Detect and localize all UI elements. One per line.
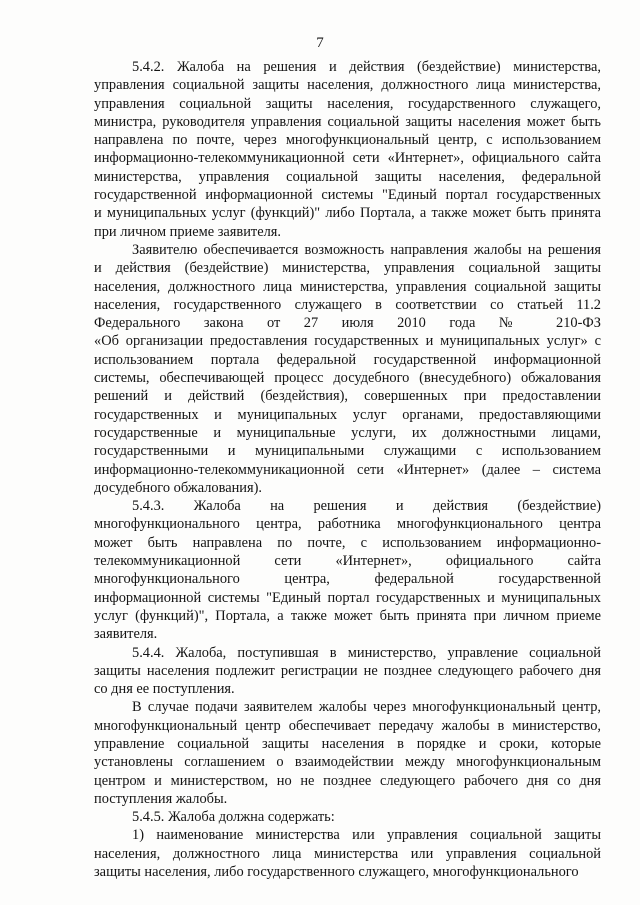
text-line: 1) наименование министерства или управления социальной защиты <box>132 827 601 844</box>
text-line: центром и министерством, но не позднее следующего рабочего дня со дня <box>94 772 601 789</box>
text-line: 5.4.4. Жалоба, поступившая в министерство, управление социальной <box>132 644 601 661</box>
text-line: и действия (бездействие) министерства, управления социальной защиты <box>94 260 601 277</box>
paragraph <box>94 497 601 643</box>
text-line: многофункционального центра, федеральной государственной <box>94 571 601 588</box>
document-body <box>94 58 601 881</box>
text-line: заявителя. <box>94 626 158 643</box>
paragraph <box>94 698 601 808</box>
text-line: и муниципальных услуг (функций)" либо Портала, а также может быть принята <box>94 205 601 222</box>
text-line: «Об организации предоставления государственных и муниципальных услуг» с <box>94 333 601 350</box>
text-line: 5.4.3. Жалоба на решения и действия (бездействие) <box>132 498 601 515</box>
text-line: использованием портала федеральной государственной информационной <box>94 351 601 368</box>
text-line: со дня ее поступления. <box>94 681 235 698</box>
text-line: может быть направлена по почте, с использованием информационно- <box>94 534 601 551</box>
text-line: информационно-телекоммуникационной сети «Интернет», официального сайта <box>94 150 601 167</box>
text-line: государственных и муниципальных услуг органами, предоставляющими <box>94 406 601 423</box>
text-line: населения, должностного лица министерства или управления социальной <box>94 845 601 862</box>
text-line: управление социальной защиты населения в порядке и сроки, которые <box>94 735 601 752</box>
text-line: государственные и муниципальные услуги, их должностными лицами, <box>94 424 601 441</box>
text-line: досудебного обжалования). <box>94 479 263 496</box>
text-line: информационной системы "Единый портал государственных и муниципальных <box>94 589 601 606</box>
text-line: населения, государственного служащего в соответствии со статьей 11.2 <box>94 296 601 313</box>
text-line: телекоммуникационной сети «Интернет», официального сайта <box>94 553 601 570</box>
text-line: защиты населения, либо государственного служащего, многофункционального <box>94 864 579 881</box>
text-line: управления социальной защиты населения, должностного лица министерства, <box>94 77 601 94</box>
text-line: системы, обеспечивающей процесс досудебного (внесудебного) обжалования <box>94 370 601 387</box>
text-line: 5.4.2. Жалоба на решения и действия (бездействие) министерства, <box>132 59 601 75</box>
text-line: Заявителю обеспечивается возможность направления жалобы на решения <box>132 241 601 258</box>
paragraph <box>94 644 601 699</box>
text-line: управления социальной защиты населения, государственного служащего, <box>94 95 601 112</box>
text-line: поступления жалобы. <box>94 790 228 807</box>
paragraph <box>94 241 601 497</box>
text-line: 5.4.5. Жалоба должна содержать: <box>132 809 335 826</box>
text-line: установлены соглашением о взаимодействии между многофункциональным <box>94 754 601 771</box>
text-line: министра, руководителя управления социальной защиты населения может быть <box>94 113 601 130</box>
text-line: населения, должностного лица министерства, управления социальной защиты <box>94 278 601 295</box>
text-line: направлена по почте, через многофункциональный центр, с использованием <box>94 132 601 149</box>
text-line: информационно-телекоммуникационной сети «Интернет» (далее – система <box>94 461 601 478</box>
text-line: Федерального закона от 27 июля 2010 года № 210-ФЗ <box>94 315 601 332</box>
paragraph <box>94 826 601 881</box>
text-line: многофункционального центра, работника многофункционального центра <box>94 516 601 533</box>
text-line: решений и действий (бездействия), совершенных при предоставлении <box>94 388 601 405</box>
page-number: 7 <box>316 35 324 51</box>
paragraph <box>94 808 601 826</box>
text-line: министерства, управления социальной защиты населения, федеральной <box>94 168 601 185</box>
text-line: государственными и муниципальными служащими с использованием <box>94 443 601 460</box>
text-line: защиты населения подлежит регистрации не позднее следующего рабочего дня <box>94 662 601 679</box>
text-line: государственной информационной системы "Единый портал государственных <box>94 187 601 204</box>
text-line: многофункциональный центр обеспечивает передачу жалобы в министерство, <box>94 717 601 734</box>
paragraph <box>94 58 601 241</box>
text-line: В случае подачи заявителем жалобы через многофункциональный центр, <box>132 699 601 716</box>
text-line: при личном приеме заявителя. <box>94 223 281 240</box>
text-line: услуг (функций)", Портала, а также может быть принята при личном приеме <box>94 607 601 624</box>
